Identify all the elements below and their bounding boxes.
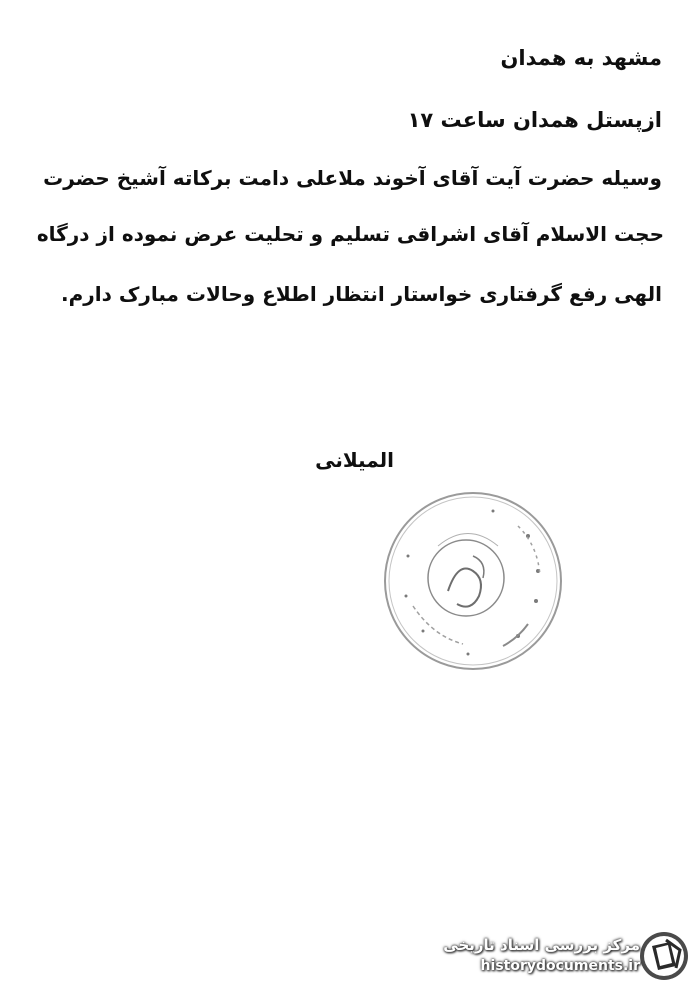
body-line-3: الهی رفع گرفتاری خواستار انتظار اطلاع وحالات مبارک دارم.: [61, 282, 662, 306]
seal-stamp-icon: [378, 486, 568, 676]
body-line-1: وسیله حضرت آیت آقای آخوند ملاعلی دامت برکاته آشیخ حضرت: [43, 166, 662, 190]
document-archive-logo-icon: [636, 928, 692, 984]
signature: المیلانی: [315, 448, 394, 472]
watermark-title: مرکز بررسی اسناد تاریخی: [443, 936, 640, 954]
watermark-url: historydocuments.ir: [480, 958, 640, 974]
telegram-header: مشهد به همدان: [500, 46, 662, 70]
body-line-2: حجت الاسلام آقای اشراقی تسلیم و تحلیت عرض نموده از درگاه: [36, 222, 664, 246]
telegram-origin-time: ازپستل همدان ساعت ۱۷: [407, 108, 662, 132]
